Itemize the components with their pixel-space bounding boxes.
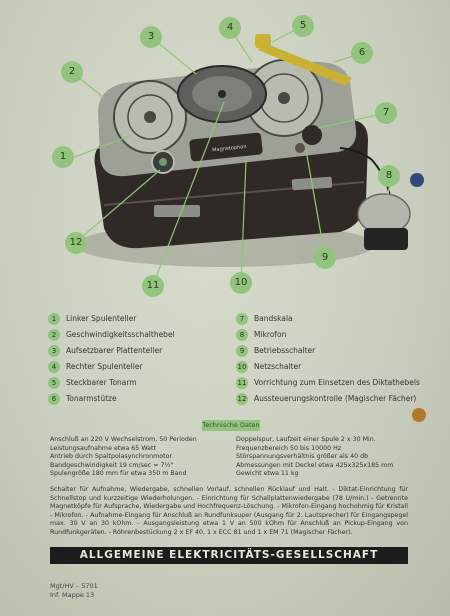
spec-line: Spulengröße 180 mm für etwa 350 m Band	[50, 470, 187, 478]
legend-item: 12 Aussteuerungskontrolle (Magischer Fächer)	[237, 394, 417, 403]
specs-right-column	[236, 436, 416, 479]
callout-2: 2	[61, 61, 83, 83]
legend-item: 6 Tonarmstütze	[48, 392, 117, 406]
spec-line: Antrieb durch Spaltpolasynchronmotor	[50, 453, 173, 461]
spec-line: Abmessungen mit Deckel etwa 425x325x185 mm	[236, 461, 394, 469]
reference-line: Mgt/HV – 5701	[50, 582, 98, 590]
features-paragraph: Schalter für Aufnahme, Wiedergabe, schnellen Vorlauf, schnellen Rücklauf und Halt. - Diktat-Einrichtung für Schnellstop und kurzzeitige Wiederholungen. - Einrichtung für Schallplattenwiedergabe (78 U/min.) - Getrennte Magnetköpfe für Aufsprache, Wiedergabe und Hochfrequenz-Löschung. - Mikrofon-Eingang hochohmig für Kristall - Mikrofon. - Aufnahme-Eingang für Anschluß an Rundfunksuper (Ausgang für 2. Lautsprecher) für Eingangspegel max. 30 V an 30 kOhm. - Ausgangsleistung etwa 1 V an 500 kOhm für Anschluß an Pickup-Eingang von Rundfunkgeräten. - Röhrenbestückung 2 x EF 40, 1 x ECC 81 und 1 x EM 71 (Magischer Fächer).	[50, 486, 408, 536]
spec-line: Doppelspur, Laufzeit einer Spule 2 x 30 Min.	[236, 436, 376, 443]
reference-line: Inf. Mappe 13	[50, 591, 95, 599]
callout-3: 3	[140, 26, 162, 48]
legend-item: 8 Mikrofon	[236, 328, 286, 342]
spec-line: Gewicht etwa 11 kg	[236, 470, 299, 478]
callout-8: 8	[378, 165, 400, 187]
legend-item: 10 Netzschalter	[237, 362, 302, 371]
machine-label: Magnetophon	[211, 143, 247, 154]
legend-item: 2 Geschwindigkeitsschalthebel	[48, 328, 175, 342]
callout-11: 11	[142, 275, 164, 297]
legend-item: 7 Bandskala	[236, 312, 293, 326]
legend-item: 9 Betriebsschalter	[236, 344, 315, 358]
legend-item: 1 Linker Spulenteller	[48, 312, 136, 326]
legend-item: 3 Aufsetzbarer Plattenteller	[48, 344, 162, 358]
callout-5: 5	[292, 15, 314, 37]
parts-legend	[48, 312, 428, 412]
spec-line: Frequenzbereich 50 bis 10000 Hz	[236, 444, 342, 452]
legend-item: 5 Steckbarer Tonarm	[48, 376, 137, 390]
legend-item: 4 Rechter Spulenteller	[48, 360, 143, 374]
power-knob	[295, 143, 305, 153]
tech-data-heading: Technische Daten	[202, 421, 260, 429]
spec-line: Leistungsaufnahme etwa 65 Watt	[50, 444, 156, 452]
legend-item: 11 Vorrichtung zum Einsetzen des Diktathebels	[237, 378, 420, 387]
callout-6: 6	[351, 42, 373, 64]
latch-left	[154, 205, 200, 217]
callout-1: 1	[52, 146, 74, 168]
callout-12: 12	[65, 232, 87, 254]
spec-line: Störspannungsverhältnis größer als 40 db	[236, 453, 369, 461]
callout-7: 7	[375, 102, 397, 124]
callout-9: 9	[314, 247, 336, 269]
callout-4: 4	[219, 17, 241, 39]
spec-line: Anschluß an 220 V Wechselstrom, 50 Perioden	[50, 436, 197, 443]
company-banner: ALLGEMEINE ELEKTRICITÄTS-GESELLSCHAFT	[50, 547, 408, 564]
specs-left-column	[50, 436, 230, 479]
indicator-dot	[410, 173, 424, 187]
sticker-dot	[412, 408, 426, 422]
callout-10: 10	[230, 272, 252, 294]
reference-note	[50, 582, 98, 600]
spec-line: Bandgeschwindigkeit 19 cm/sec = 7½"	[50, 461, 174, 469]
